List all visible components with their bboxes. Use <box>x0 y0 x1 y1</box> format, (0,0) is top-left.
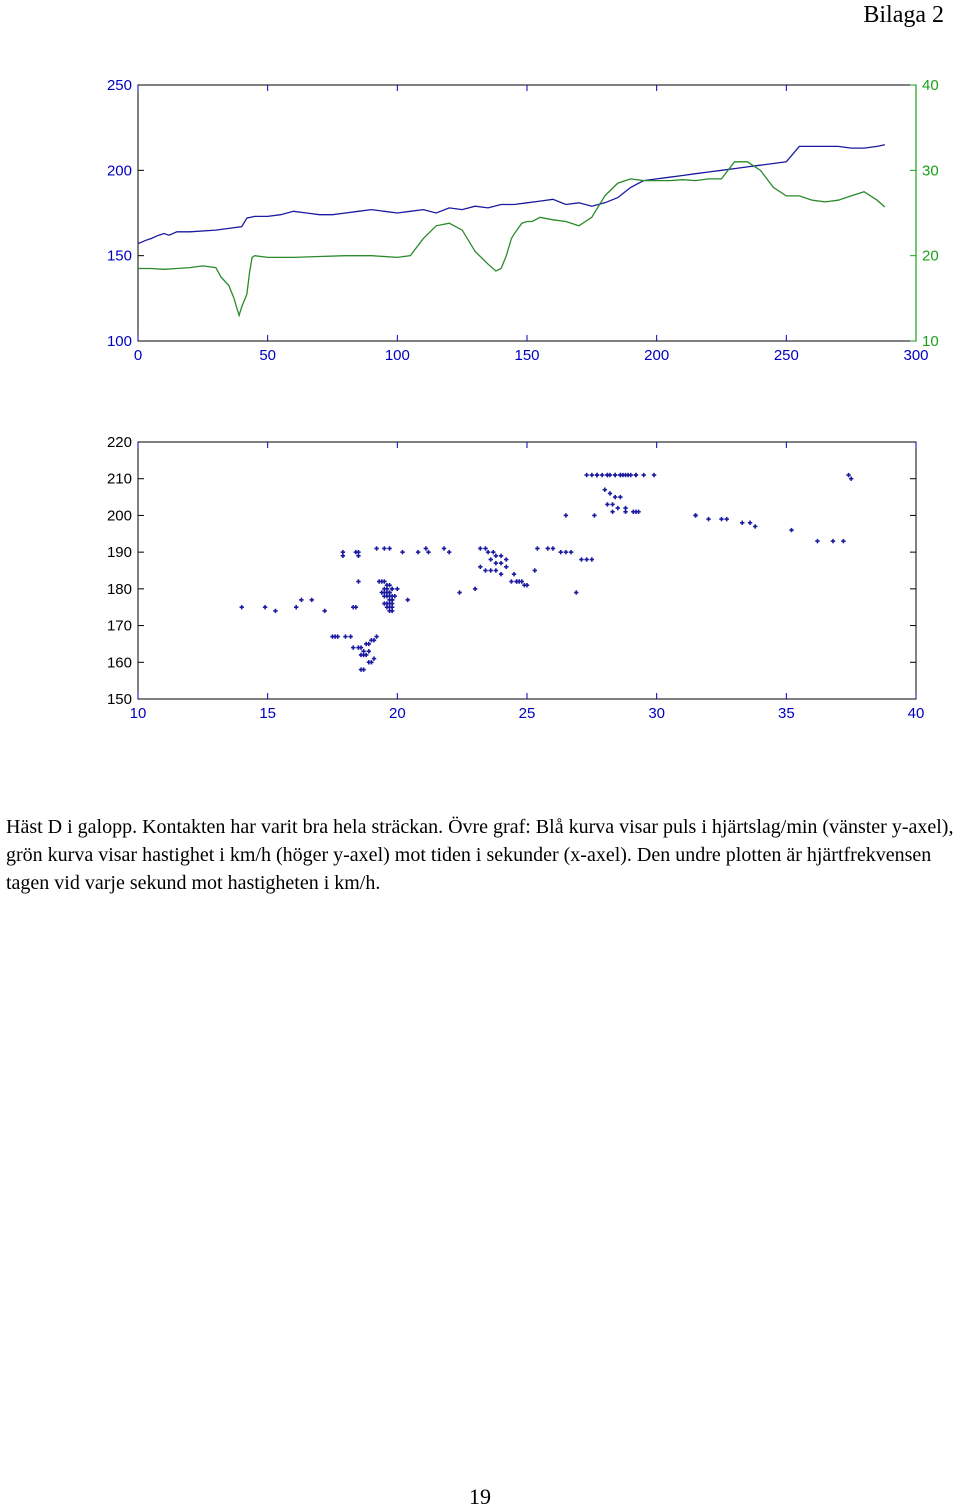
scatter-point <box>426 550 430 554</box>
y-tick-label: 200 <box>106 507 132 525</box>
scatter-point <box>693 513 697 517</box>
scatter-point <box>551 546 555 550</box>
scatter-point <box>634 473 638 477</box>
scatter-point <box>584 557 588 561</box>
scatter-point <box>849 477 853 481</box>
scatter-point <box>299 598 303 602</box>
scatter-point <box>335 634 339 638</box>
scatter-point <box>390 609 394 613</box>
scatter-point <box>488 557 492 561</box>
scatter-point <box>310 598 314 602</box>
scatter-point <box>605 502 609 506</box>
scatter-point <box>424 546 428 550</box>
scatter-point <box>584 473 588 477</box>
scatter-point <box>393 594 397 598</box>
scatter-point <box>610 502 614 506</box>
x-tick-label: 20 <box>388 705 406 722</box>
scatter-point <box>608 491 612 495</box>
scatter-point <box>608 473 612 477</box>
scatter-point <box>499 561 503 565</box>
y-tick-label: 160 <box>106 654 132 672</box>
scatter-point <box>559 550 563 554</box>
scatter-point <box>486 550 490 554</box>
scatter-point <box>642 473 646 477</box>
y2-tick-label: 30 <box>922 162 939 180</box>
scatter-point <box>367 642 371 646</box>
scatter-point <box>442 546 446 550</box>
scatter-point <box>263 605 267 609</box>
scatter-point <box>382 546 386 550</box>
scatter-point <box>416 550 420 554</box>
scatter-point <box>564 550 568 554</box>
plot-frame-rect <box>138 442 916 699</box>
scatter-point <box>323 609 327 613</box>
scatter-point <box>706 517 710 521</box>
scatter-point <box>348 634 352 638</box>
scatter-point <box>494 561 498 565</box>
scatter-point <box>395 587 399 591</box>
scatter-point <box>652 473 656 477</box>
scatter-point <box>546 546 550 550</box>
scatter-point <box>483 568 487 572</box>
scatter-point <box>483 546 487 550</box>
x-tick-label: 300 <box>903 347 929 364</box>
y-tick-label: 190 <box>106 544 132 562</box>
x-tick-label: 150 <box>514 347 540 364</box>
scatter-point <box>400 550 404 554</box>
scatter-point <box>354 550 358 554</box>
y-tick-label: 150 <box>106 691 132 708</box>
scatter-point <box>623 510 627 514</box>
x-tick-label: 30 <box>648 705 666 722</box>
scatter-point <box>724 517 728 521</box>
scatter-point <box>494 554 498 558</box>
page-number: 19 <box>469 1484 491 1509</box>
scatter-point <box>618 495 622 499</box>
scatter-point <box>343 634 347 638</box>
scatter-point <box>457 590 461 594</box>
scatter-point <box>488 568 492 572</box>
scatter-point <box>356 554 360 558</box>
scatter-point <box>387 546 391 550</box>
x-tick-label: 40 <box>907 705 925 722</box>
scatter-point <box>499 554 503 558</box>
x-tick-label: 10 <box>129 705 147 722</box>
x-tick-label: 15 <box>259 705 277 722</box>
scatter-point <box>341 554 345 558</box>
scatter-point <box>613 495 617 499</box>
y-tick-label: 100 <box>106 333 132 350</box>
scatter-point <box>240 605 244 609</box>
scatter-point <box>359 645 363 649</box>
scatter-point <box>509 579 513 583</box>
scatter-point <box>390 587 394 591</box>
scatter-point <box>533 568 537 572</box>
scatter-point <box>748 521 752 525</box>
x-tick-label: 0 <box>133 347 143 364</box>
scatter-point <box>351 605 355 609</box>
x-tick-label: 200 <box>644 347 670 364</box>
heartrate-vs-speed-scatter <box>0 430 960 730</box>
scatter-point <box>494 568 498 572</box>
scatter-point <box>590 473 594 477</box>
figure-caption: Häst D i galopp. Kontakten har varit bra hela sträckan. Övre graf: Blå kurva visar puls i hjärtslag/min (vänster y-axel), grön kurva visar hastighet i km/h (höger y-axel) mot tiden i sekunder (x-axel). Den undre plotten är hjärtfrekvensen tagen vid varje sekund mot hastigheten i km/h. <box>6 816 954 894</box>
scatter-point <box>613 473 617 477</box>
scatter-point <box>512 572 516 576</box>
scatter-point <box>590 557 594 561</box>
scatter-point <box>382 579 386 583</box>
scatter-point <box>520 579 524 583</box>
y-tick-label: 150 <box>106 247 132 265</box>
scatter-point <box>351 645 355 649</box>
scatter-point <box>846 473 850 477</box>
scatter-point <box>621 473 625 477</box>
tick-layer <box>107 434 924 722</box>
y2-tick-label: 20 <box>922 247 939 265</box>
speed-series-line <box>138 162 885 316</box>
scatter-point <box>447 550 451 554</box>
page-header: Bilaga 2 <box>863 2 944 28</box>
scatter-point <box>841 539 845 543</box>
scatter-point <box>525 583 529 587</box>
scatter-point <box>719 517 723 521</box>
scatter-point <box>600 473 604 477</box>
scatter-point <box>634 510 638 514</box>
x-tick-label: 250 <box>773 347 799 364</box>
plot-frame-rect <box>138 85 916 341</box>
scatter-point <box>831 539 835 543</box>
scatter-point <box>374 634 378 638</box>
scatter-point <box>574 590 578 594</box>
y-tick-label: 200 <box>106 162 132 180</box>
y-tick-label: 210 <box>106 470 132 488</box>
scatter-point <box>372 656 376 660</box>
scatter-point <box>478 565 482 569</box>
scatter-point <box>478 546 482 550</box>
scatter-point <box>789 528 793 532</box>
scatter-point <box>359 667 363 671</box>
scatter-point <box>626 473 630 477</box>
x-tick-label: 25 <box>518 705 536 722</box>
scatter-point <box>535 546 539 550</box>
x-tick-label: 100 <box>384 347 410 364</box>
pulse-series-line <box>138 145 885 244</box>
scatter-point <box>473 587 477 591</box>
series-layer <box>240 473 854 672</box>
scatter-point <box>579 557 583 561</box>
scatter-point <box>592 513 596 517</box>
scatter-point <box>374 546 378 550</box>
scatter-point <box>369 660 373 664</box>
y2-tick-label: 10 <box>922 333 939 350</box>
scatter-point <box>595 473 599 477</box>
scatter-point <box>406 598 410 602</box>
scatter-point <box>491 550 495 554</box>
y-tick-label: 250 <box>106 77 132 94</box>
scatter-point <box>815 539 819 543</box>
plot-frame <box>138 85 916 341</box>
scatter-point <box>364 653 368 657</box>
x-tick-label: 35 <box>777 705 795 722</box>
scatter-point <box>564 513 568 517</box>
y-tick-label: 220 <box>106 434 132 451</box>
scatter-point <box>504 557 508 561</box>
scatter-point <box>504 565 508 569</box>
scatter-point <box>273 609 277 613</box>
y-tick-label: 170 <box>106 617 132 635</box>
series-layer <box>138 145 885 316</box>
pulse-speed-time-chart <box>0 70 960 370</box>
scatter-point <box>367 649 371 653</box>
x-tick-label: 50 <box>259 347 277 364</box>
scatter-point <box>610 510 614 514</box>
scatter-point <box>499 572 503 576</box>
scatter-point <box>740 521 744 525</box>
scatter-point <box>356 579 360 583</box>
plot-frame <box>138 442 916 699</box>
scatter-point <box>603 488 607 492</box>
tick-layer <box>107 77 939 364</box>
y2-tick-label: 40 <box>922 77 939 94</box>
scatter-point <box>753 524 757 528</box>
scatter-point <box>387 583 391 587</box>
scatter-point <box>616 506 620 510</box>
scatter-point <box>294 605 298 609</box>
scatter-point <box>569 550 573 554</box>
y-tick-label: 180 <box>106 580 132 598</box>
scatter-point <box>372 638 376 642</box>
